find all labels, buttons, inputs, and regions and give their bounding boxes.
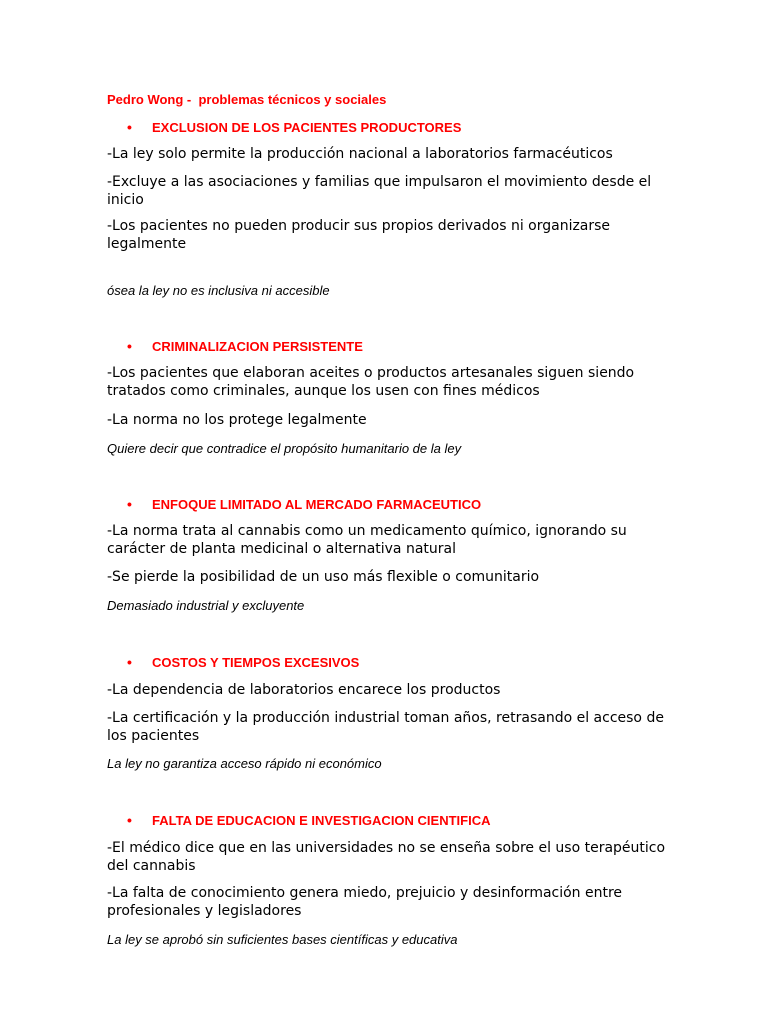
section-conclusion: Quiere decir que contradice el propósito humanitario de la ley [107, 441, 462, 456]
section-point: -Excluye a las asociaciones y familias que impulsaron el movimiento desde el inicio [107, 174, 652, 208]
bullet-icon: • [127, 119, 132, 135]
section-conclusion: ósea la ley no es inclusiva ni accesible [107, 283, 330, 298]
bullet-icon: • [127, 338, 132, 354]
document-title: Pedro Wong - problemas técnicos y sociales [107, 92, 387, 107]
section-point: -El médico dice que en las universidades no se enseña sobre el uso terapéutico del cannabis [107, 840, 666, 874]
section-heading-text: FALTA DE EDUCACION E INVESTIGACION CIENTIFICA [152, 813, 491, 828]
section-heading-text: ENFOQUE LIMITADO AL MERCADO FARMACEUTICO [152, 497, 482, 512]
section-heading [107, 812, 491, 828]
section-point: -La falta de conocimiento genera miedo, prejuicio y desinformación entre profesionales y legisladores [107, 885, 623, 919]
section-heading [107, 119, 461, 135]
section-conclusion: La ley se aprobó sin suficientes bases científicas y educativa [107, 932, 458, 947]
bullet-icon: • [127, 812, 132, 828]
section-heading-text: COSTOS Y TIEMPOS EXCESIVOS [152, 655, 360, 670]
section-point: -La norma no los protege legalmente [107, 412, 367, 428]
section-point: -La ley solo permite la producción nacional a laboratorios farmacéuticos [107, 146, 613, 162]
section-point: -La dependencia de laboratorios encarece los productos [107, 682, 501, 698]
section-heading [107, 496, 481, 512]
section-point: -Los pacientes que elaboran aceites o productos artesanales siguen siendo tratados como criminales, aunque los usen con fines médicos [107, 365, 635, 399]
section-heading-text: EXCLUSION DE LOS PACIENTES PRODUCTORES [152, 120, 462, 135]
section-point: -La certificación y la producción industrial toman años, retrasando el acceso de los pacientes [107, 710, 664, 744]
section-conclusion: La ley no garantiza acceso rápido ni económico [107, 756, 382, 771]
section-point: -La norma trata al cannabis como un medicamento químico, ignorando su carácter de planta medicinal o alternativa natural [107, 523, 627, 557]
section-heading [107, 654, 359, 670]
section-conclusion: Demasiado industrial y excluyente [107, 598, 305, 613]
section-point: -Los pacientes no pueden producir sus propios derivados ni organizarse legalmente [107, 218, 611, 252]
section-point: -Se pierde la posibilidad de un uso más flexible o comunitario [107, 569, 540, 585]
section-heading-text: CRIMINALIZACION PERSISTENTE [152, 339, 363, 354]
bullet-icon: • [127, 654, 132, 670]
bullet-icon: • [127, 496, 132, 512]
section-heading [107, 338, 363, 354]
